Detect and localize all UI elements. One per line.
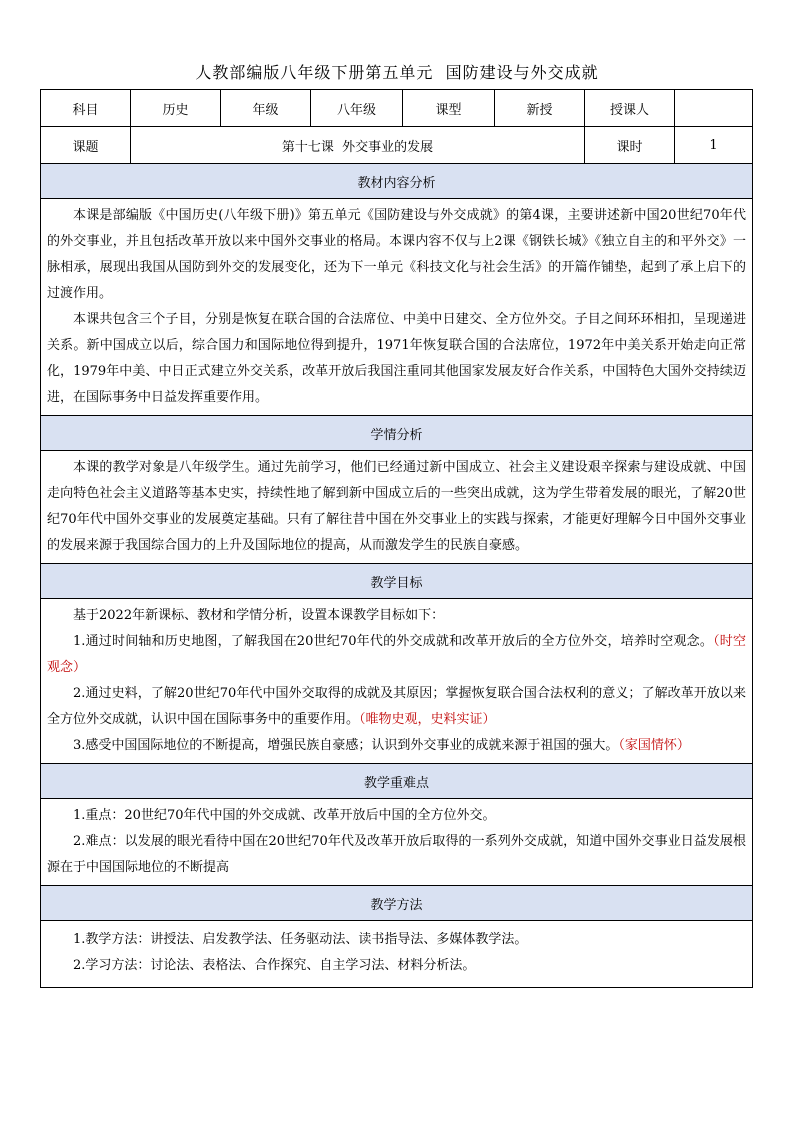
methods-body: [41, 921, 753, 988]
hours-label: 课时: [585, 127, 675, 164]
hours-value: 1: [675, 127, 753, 164]
method-1: 1.教学方法：讲授法、启发教学法、任务驱动法、读书指导法、多媒体教学法。: [73, 932, 528, 947]
goal-3: [47, 733, 746, 759]
grade-label: 年级: [221, 90, 311, 127]
methods-body-row: [41, 921, 753, 988]
type-label: 课型: [403, 90, 495, 127]
goal-1-tag: （时空观念）: [47, 634, 746, 675]
goals-intro: 基于2022年新课标、教材和学情分析，设置本课教学目标如下：: [73, 608, 445, 623]
method-2: 2.学习方法：讨论法、表格法、合作探究、自主学习法、材料分析法。: [73, 958, 476, 973]
teacher-label: 授课人: [585, 90, 675, 127]
analysis-body-row: [41, 199, 753, 416]
goal-1: [47, 629, 746, 681]
analysis-paragraph-1: 本课是部编版《中国历史(八年级下册)》第五单元《国防建设与外交成就》的第4课，主要讲述新中国20世纪70年代的外交事业，并且包括改革开放以来中国外交事业的格局。本课内容不仅与上2课《钢铁长城》《独立自主的和平外交》一脉相承，展现出我国从国防到外交的发展变化，还为下一单元《科技文化与社会生活》的开篇作铺垫，起到了承上启下的过渡作用。: [47, 208, 746, 301]
goals-body: [41, 599, 753, 764]
goals-header-row: [41, 564, 753, 599]
goal-1-text: 1.通过时间轴和历史地图，了解我国在20世纪70年代的外交成就和改革开放后的全方位外交，培养时空观念。: [73, 634, 714, 649]
analysis-body: [41, 199, 753, 416]
info-row-2: [41, 127, 753, 164]
goal-3-text: 3.感受中国国际地位的不断提高，增强民族自豪感；认识到外交事业的成就来源于祖国的强大。: [73, 738, 619, 753]
subject-value: 历史: [131, 90, 221, 127]
keypoints-body: [41, 799, 753, 886]
keypoints-body-row: [41, 799, 753, 886]
subject-label: 科目: [41, 90, 131, 127]
goals-body-row: [41, 599, 753, 764]
students-header-row: [41, 416, 753, 451]
keypoints-heading: 教学重难点: [41, 764, 753, 799]
students-body: [41, 451, 753, 564]
methods-header-row: [41, 886, 753, 921]
document-title: 人教部编版八年级下册第五单元 国防建设与外交成就: [195, 63, 599, 82]
students-paragraph: 本课的教学对象是八年级学生。通过先前学习，他们已经通过新中国成立、社会主义建设艰辛探索与建设成就、中国走向特色社会主义道路等基本史实，持续性地了解到新中国成立后的一些突出成就，这为学生带着发展的眼光，了解20世纪70年代中国外交事业的发展奠定基础。只有了解往昔中国在外交事业上的实践与探索，才能更好理解今日中国外交事业的发展来源于我国综合国力的上升及国际地位的提高，从而激发学生的民族自豪感。: [47, 460, 746, 553]
topic-label: 课题: [41, 127, 131, 164]
analysis-heading: 教材内容分析: [41, 164, 753, 199]
type-value: 新授: [495, 90, 585, 127]
goal-2-text: 2.通过史料，了解20世纪70年代中国外交取得的成就及其原因；掌握恢复联合国合法权利的意义；了解改革开放以来全方位外交成就，认识中国在国际事务中的重要作用。: [47, 686, 746, 727]
keypoint-2: 2.难点：以发展的眼光看待中国在20世纪70年代及改革开放后取得的一系列外交成就，知道中国外交事业日益发展根源在于中国国际地位的不断提高: [47, 834, 746, 875]
analysis-paragraph-2: 本课共包含三个子目，分别是恢复在联合国的合法席位、中美中日建交、全方位外交。子目之间环环相扣，呈现递进关系。新中国成立以后，综合国力和国际地位得到提升，1971年恢复联合国的合法席位，1972年中美关系开始走向正常化，1979年中美、中日正式建立外交关系，改革开放后我国注重同其他国家发展友好合作关系，中国特色大国外交持续迈进，在国际事务中日益发挥重要作用。: [47, 312, 746, 405]
students-heading: 学情分析: [41, 416, 753, 451]
info-row-1: [41, 90, 753, 127]
teacher-value: [675, 90, 753, 127]
keypoints-header-row: [41, 764, 753, 799]
goal-2-tag: （唯物史观，史料实证）: [359, 712, 496, 727]
lesson-plan-table: [40, 89, 753, 988]
analysis-header-row: [41, 164, 753, 199]
goal-3-tag: （家国情怀）: [618, 738, 690, 753]
goals-heading: 教学目标: [41, 564, 753, 599]
topic-value: 第十七课 外交事业的发展: [131, 127, 585, 164]
keypoint-1: 1.重点：20世纪70年代中国的外交成就、改革开放后中国的全方位外交。: [73, 808, 496, 823]
goal-2: [47, 681, 746, 733]
methods-heading: 教学方法: [41, 886, 753, 921]
grade-value: 八年级: [311, 90, 403, 127]
students-body-row: [41, 451, 753, 564]
